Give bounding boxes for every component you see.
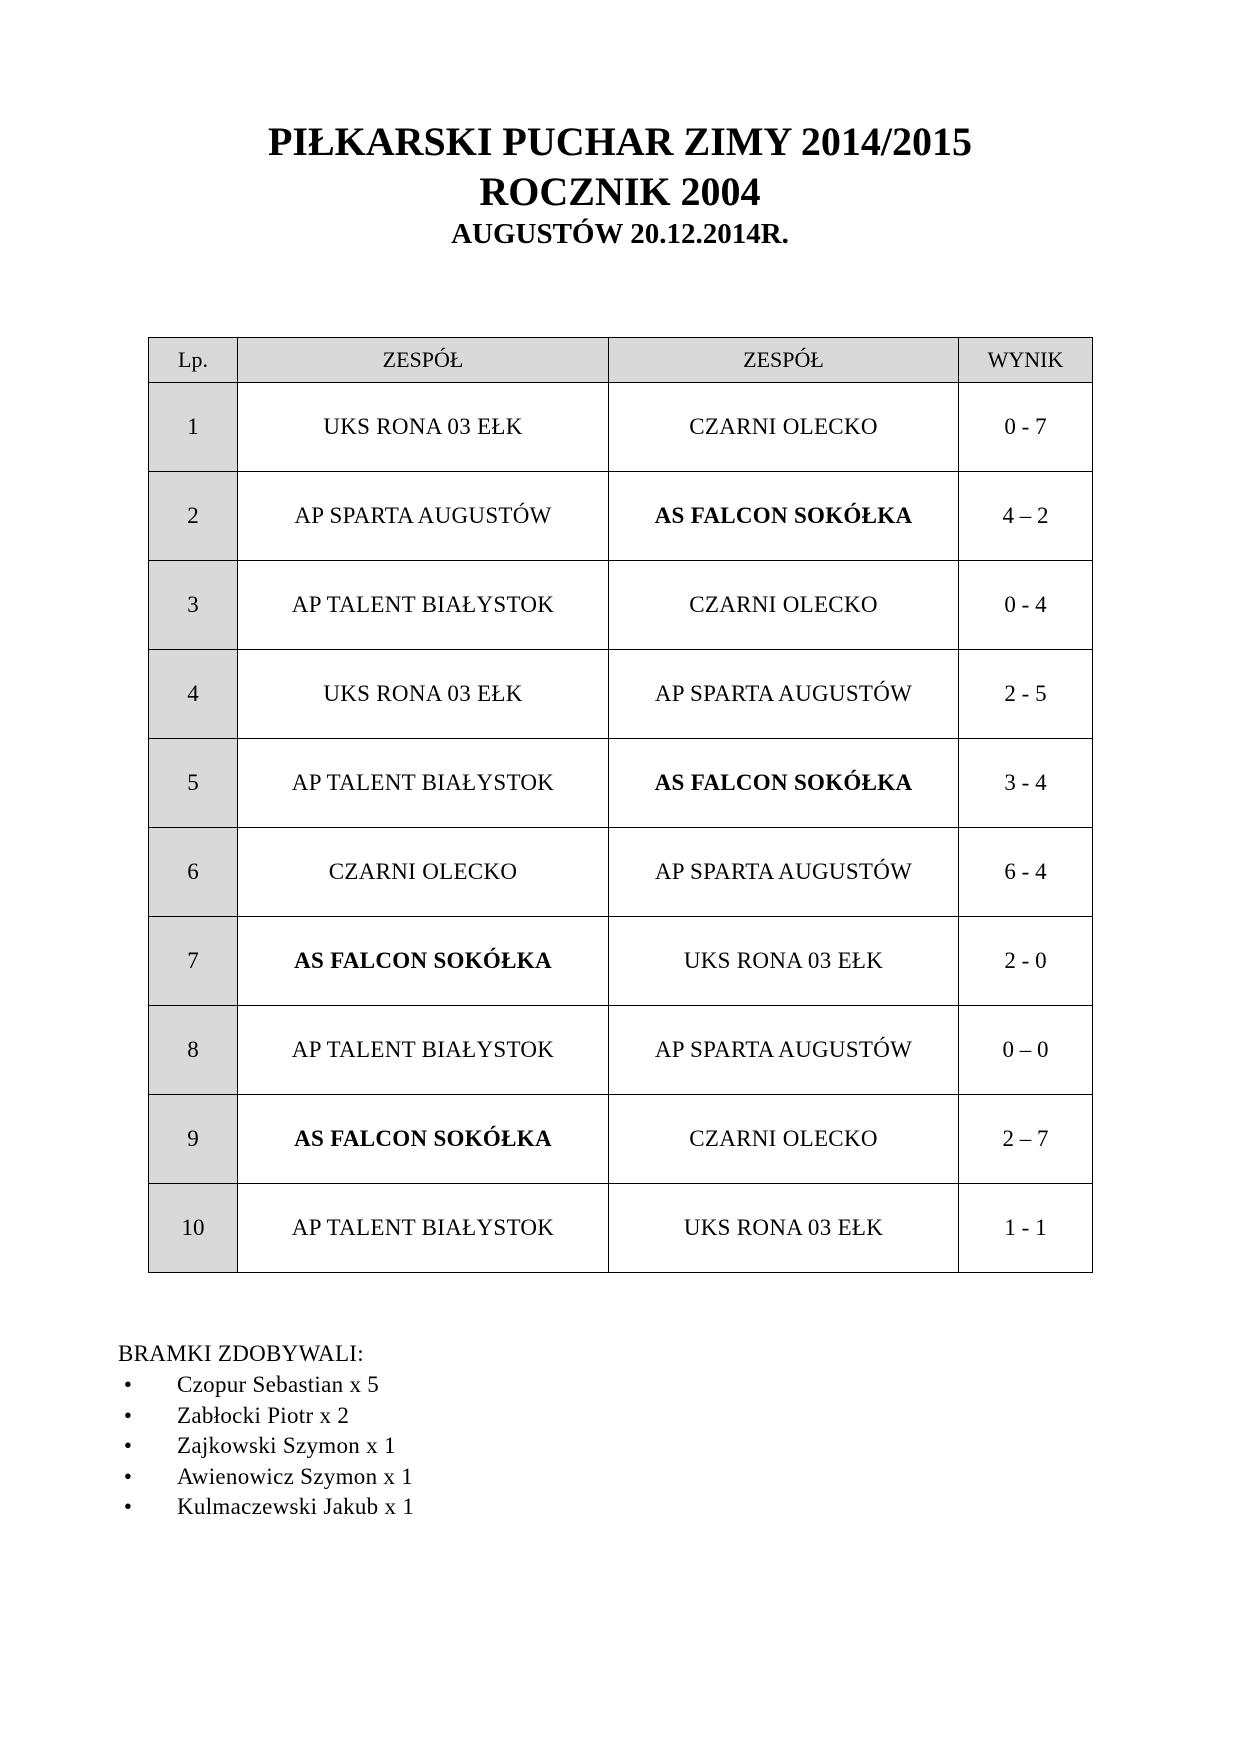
team1-cell: AS FALCON SOKÓŁKA <box>238 917 609 1006</box>
scorer-name: Kulmaczewski Jakub x 1 <box>177 1494 415 1519</box>
results-table <box>148 337 1093 1273</box>
page-title: PIŁKARSKI PUCHAR ZIMY 2014/2015 <box>267 119 973 164</box>
team2-cell: CZARNI OLECKO <box>609 561 959 650</box>
team2-cell: UKS RONA 03 EŁK <box>609 917 959 1006</box>
table-row <box>149 739 1093 828</box>
list-item <box>118 1401 414 1432</box>
score-cell: 0 – 0 <box>959 1006 1093 1095</box>
bullet-icon: • <box>123 1372 133 1397</box>
scorers-heading: BRAMKI ZDOBYWALI: <box>118 1341 364 1366</box>
score-cell: 2 - 5 <box>959 650 1093 739</box>
table-row <box>149 828 1093 917</box>
team1-cell: AP SPARTA AUGUSTÓW <box>238 472 609 561</box>
scorer-name: Awienowicz Szymon x 1 <box>177 1463 414 1489</box>
row-number: 6 <box>149 828 238 917</box>
table-header-row <box>149 338 1093 383</box>
row-number: 3 <box>149 561 238 650</box>
score-cell: 6 - 4 <box>959 828 1093 917</box>
team2-cell: AP SPARTA AUGUSTÓW <box>609 1006 959 1095</box>
score-cell: 4 – 2 <box>959 472 1093 561</box>
column-header-lp: Lp. <box>149 338 238 383</box>
table-row <box>149 472 1093 561</box>
table-row <box>149 383 1093 472</box>
table-row <box>149 1006 1093 1095</box>
row-number: 2 <box>149 472 238 561</box>
row-number: 1 <box>149 383 238 472</box>
page-subtitle-year: ROCZNIK 2004 <box>479 169 761 214</box>
row-number: 7 <box>149 917 238 1006</box>
scorer-name: Czopur Sebastian x 5 <box>177 1372 380 1397</box>
table-row <box>149 1184 1093 1273</box>
table-row <box>149 561 1093 650</box>
team2-cell: CZARNI OLECKO <box>609 383 959 472</box>
score-cell: 2 – 7 <box>959 1095 1093 1184</box>
team2-cell: AP SPARTA AUGUSTÓW <box>609 650 959 739</box>
score-cell: 0 - 4 <box>959 561 1093 650</box>
list-item <box>118 1462 414 1493</box>
team1-cell: AP TALENT BIAŁYSTOK <box>238 1006 609 1095</box>
team1-cell: AP TALENT BIAŁYSTOK <box>238 739 609 828</box>
team1-cell: AP TALENT BIAŁYSTOK <box>238 561 609 650</box>
row-number: 4 <box>149 650 238 739</box>
team1-cell: UKS RONA 03 EŁK <box>238 650 609 739</box>
scorers-list <box>118 1370 414 1523</box>
list-item <box>118 1431 414 1462</box>
team1-cell: CZARNI OLECKO <box>238 828 609 917</box>
scorer-name: Zajkowski Szymon x 1 <box>177 1433 396 1458</box>
team2-cell: CZARNI OLECKO <box>609 1095 959 1184</box>
page-subtitle-place-date: AUGUSTÓW 20.12.2014R. <box>451 218 789 250</box>
list-item <box>118 1370 414 1401</box>
table-row <box>149 917 1093 1006</box>
scorers-section <box>118 1338 414 1523</box>
list-item <box>118 1492 414 1523</box>
column-header-team1: ZESPÓŁ <box>238 338 609 383</box>
bullet-icon: • <box>123 1463 133 1489</box>
scorer-name: Zabłocki Piotr x 2 <box>177 1402 350 1428</box>
team1-cell: AP TALENT BIAŁYSTOK <box>238 1184 609 1273</box>
row-number: 5 <box>149 739 238 828</box>
team1-cell: AS FALCON SOKÓŁKA <box>238 1095 609 1184</box>
row-number: 8 <box>149 1006 238 1095</box>
score-cell: 0 - 7 <box>959 383 1093 472</box>
team2-cell: AS FALCON SOKÓŁKA <box>609 739 959 828</box>
bullet-icon: • <box>123 1402 133 1428</box>
team2-cell: AS FALCON SOKÓŁKA <box>609 472 959 561</box>
table-row <box>149 650 1093 739</box>
score-cell: 1 - 1 <box>959 1184 1093 1273</box>
score-cell: 2 - 0 <box>959 917 1093 1006</box>
bullet-icon: • <box>123 1494 133 1519</box>
row-number: 10 <box>149 1184 238 1273</box>
team1-cell: UKS RONA 03 EŁK <box>238 383 609 472</box>
table-row <box>149 1095 1093 1184</box>
team2-cell: UKS RONA 03 EŁK <box>609 1184 959 1273</box>
score-cell: 3 - 4 <box>959 739 1093 828</box>
column-header-team2: ZESPÓŁ <box>609 338 959 383</box>
bullet-icon: • <box>123 1433 133 1458</box>
column-header-score: WYNIK <box>959 338 1093 383</box>
team2-cell: AP SPARTA AUGUSTÓW <box>609 828 959 917</box>
row-number: 9 <box>149 1095 238 1184</box>
